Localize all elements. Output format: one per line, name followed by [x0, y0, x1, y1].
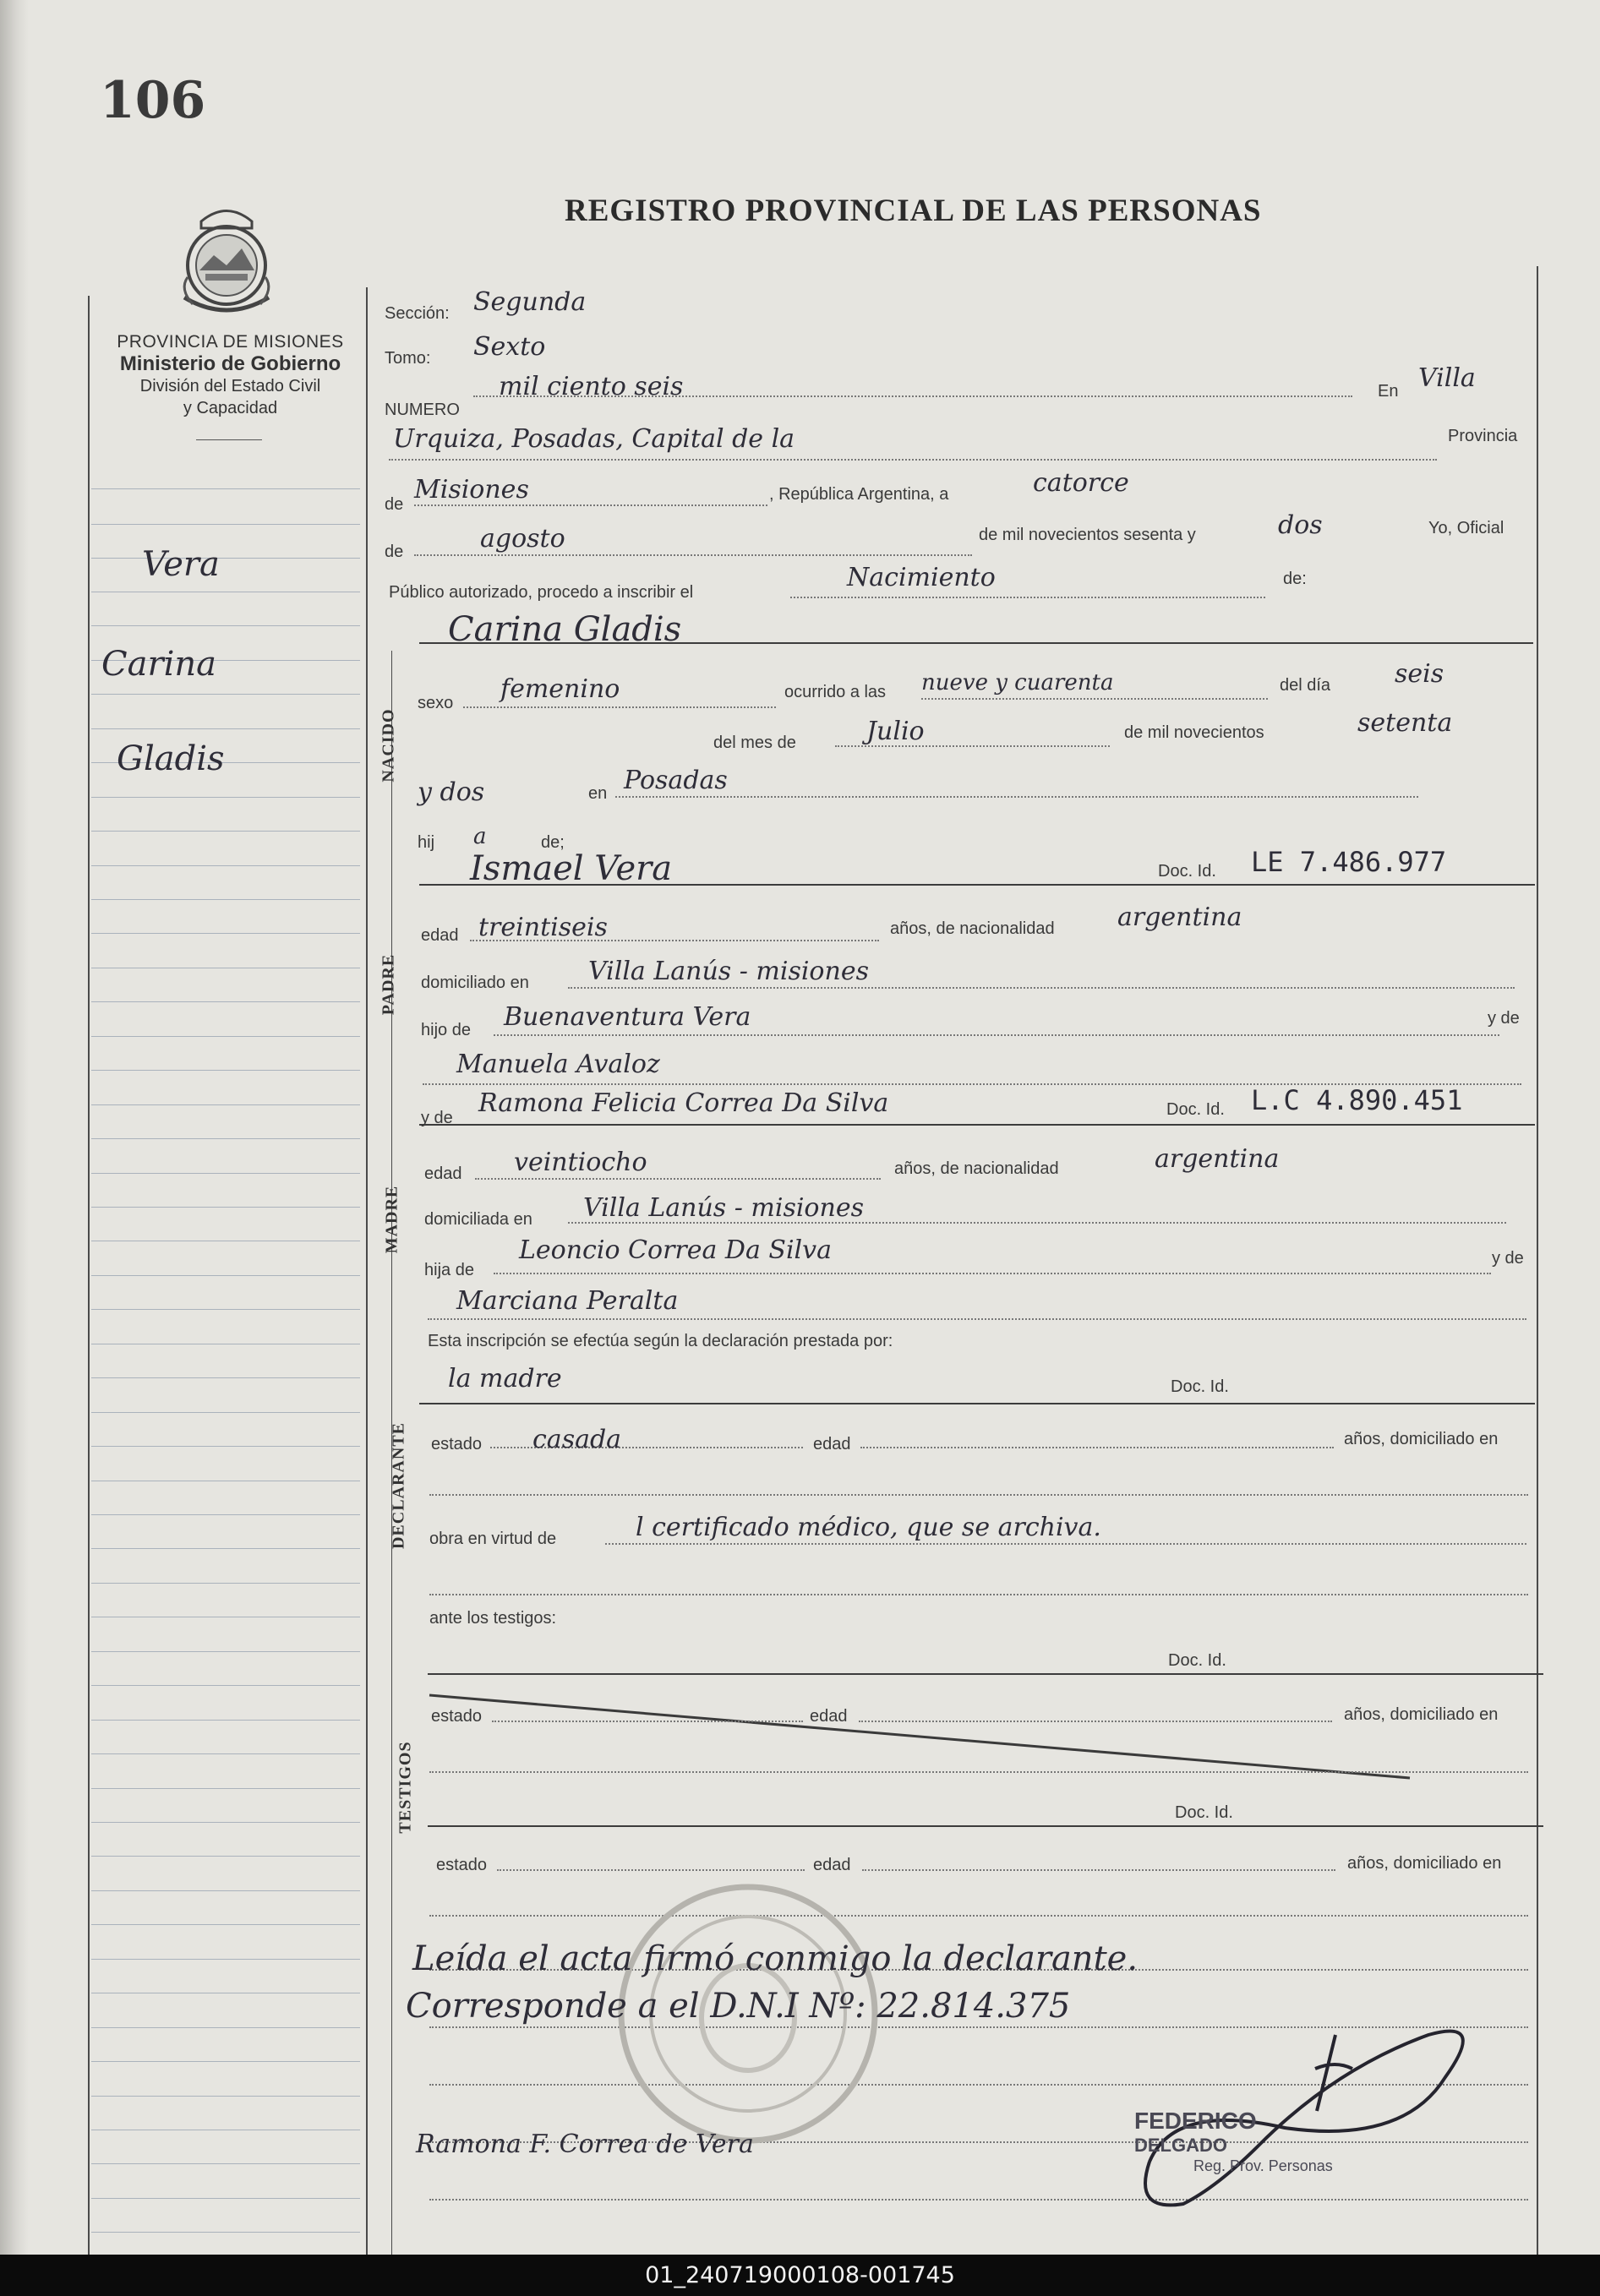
value-dia: catorce: [1033, 468, 1129, 498]
label-del-mes-de: del mes de: [713, 734, 796, 752]
page-number: 106: [100, 71, 206, 130]
margin-right-border: [366, 287, 368, 2255]
section-testigos: TESTIGOS: [396, 1741, 415, 1834]
value-provincia: Misiones: [414, 475, 529, 504]
label-republica: , República Argentina, a: [769, 485, 949, 504]
value-padre-dom: Villa Lanús - misiones: [588, 957, 869, 986]
value-hora: nueve y cuarenta: [921, 670, 1114, 695]
label-madre-edad: edad: [424, 1164, 462, 1183]
label-esta-inscripcion: Esta inscripción se efectúa según la declaración prestada por:: [428, 1332, 893, 1350]
label-padre-dom: domiciliado en: [421, 973, 529, 992]
stamp-line3: Reg. Prov. Personas: [1193, 2157, 1333, 2174]
label-testigo1-anos: años, domiciliado en: [1344, 1705, 1499, 1724]
label-madre-y-de-2: y de: [1492, 1249, 1524, 1268]
closing-note-line1: Leída el acta firmó conmigo la declarante.: [412, 1939, 1139, 1978]
label-numero: NUMERO: [385, 401, 460, 419]
label-de-mil-nov-sesenta: de mil novecientos sesenta y: [979, 526, 1196, 544]
value-en: Villa: [1418, 363, 1476, 393]
stamp-line1: FEDERICO: [1134, 2108, 1257, 2134]
label-madre-doc: Doc. Id.: [1166, 1100, 1225, 1119]
value-declarante: la madre: [448, 1364, 562, 1393]
section-nacido: NACIDO: [379, 708, 398, 783]
label-padre-y-de: y de: [1488, 1009, 1520, 1028]
stamp-line2: DELGADO: [1134, 2135, 1227, 2156]
margin-first-name: Carina: [101, 645, 216, 684]
label-en-lugar: en: [588, 784, 608, 803]
separator-testigos-2: [428, 1825, 1543, 1827]
label-padre-edad: edad: [421, 926, 459, 945]
value-hij-suffix: a: [473, 824, 487, 849]
label-declarante-edad: edad: [813, 1435, 851, 1453]
label-publico: Público autorizado, procedo a inscribir el: [389, 583, 694, 602]
official-signature-icon: [1124, 2001, 1496, 2212]
value-madre-madre: Marciana Peralta: [456, 1286, 679, 1316]
label-de-2: de: [385, 543, 404, 561]
label-en: En: [1378, 382, 1399, 401]
ministry-divider: [196, 439, 262, 440]
value-madre-doc: L.C 4.890.451: [1251, 1084, 1463, 1116]
margin-second-name: Gladis: [117, 739, 225, 778]
label-declarante-estado: estado: [431, 1435, 483, 1453]
label-testigo2-anos: años, domiciliado en: [1347, 1854, 1502, 1873]
label-padre-doc: Doc. Id.: [1158, 862, 1216, 881]
label-tomo: Tomo:: [385, 349, 431, 368]
label-testigo1-doc: Doc. Id.: [1168, 1651, 1226, 1670]
value-declarante-estado: casada: [532, 1425, 622, 1454]
label-declarante-doc: Doc. Id.: [1171, 1377, 1229, 1396]
cancel-stroke: [423, 1683, 1420, 1785]
label-padre-hijo-de: hijo de: [421, 1021, 471, 1039]
label-testigo2-estado: estado: [436, 1856, 488, 1874]
label-madre-hija-de: hija de: [424, 1261, 474, 1279]
label-madre-dom: domiciliada en: [424, 1210, 532, 1229]
value-obra-virtud: l certificado médico, que se archiva.: [636, 1513, 1101, 1542]
value-padre-nombre: Ismael Vera: [470, 849, 673, 888]
value-dia-nac: seis: [1395, 659, 1444, 689]
value-place-line: Urquiza, Posadas, Capital de la: [393, 424, 795, 454]
section-declarante: DECLARANTE: [389, 1421, 408, 1550]
value-seccion: Segunda: [473, 287, 587, 317]
label-padre-nac: años, de nacionalidad: [890, 919, 1055, 938]
label-madre-nac: años, de nacionalidad: [894, 1159, 1059, 1178]
form-right-border: [1537, 266, 1538, 2255]
label-de-1: de: [385, 495, 404, 514]
province-coat-of-arms-icon: [167, 196, 286, 319]
label-sexo: sexo: [418, 694, 454, 712]
value-nombre: Carina Gladis: [448, 610, 682, 649]
division-line2: y Capacidad: [183, 399, 278, 417]
label-testigo2-edad: edad: [813, 1856, 851, 1874]
value-padre-edad: treintiseis: [478, 913, 608, 942]
section-padre: PADRE: [379, 953, 398, 1016]
label-de-semicolon: de;: [541, 833, 565, 852]
value-padre-nac: argentina: [1117, 903, 1242, 932]
label-hij: hij: [418, 833, 435, 852]
label-de-mil-novecientos: de mil novecientos: [1124, 723, 1264, 742]
label-ocurrido: ocurrido a las: [784, 683, 887, 701]
label-seccion: Sección:: [385, 304, 450, 323]
value-tomo: Sexto: [473, 332, 546, 362]
label-declarante-anos: años, domiciliado en: [1344, 1430, 1499, 1448]
value-numero: mil ciento seis: [499, 372, 684, 401]
value-anio: dos: [1278, 510, 1323, 540]
value-mes-nac: Julio: [866, 717, 925, 746]
register-title: REGISTRO PROVINCIAL DE LAS PERSONAS: [565, 194, 1262, 228]
closing-note-line2: Corresponde a el D.N.I Nº: 22.814.375: [406, 1987, 1071, 2026]
value-madre-nac: argentina: [1155, 1144, 1280, 1174]
label-de-colon: de:: [1283, 570, 1307, 588]
value-madre-dom: Villa Lanús - misiones: [583, 1193, 864, 1223]
label-del-dia: del día: [1280, 676, 1331, 695]
ministry-name: Ministerio de Gobierno: [119, 352, 341, 375]
official-name-stamp: [1134, 2108, 1333, 2175]
ministry-header: [93, 331, 368, 419]
value-padre-doc: LE 7.486.977: [1251, 846, 1447, 878]
label-testigo1-edad: edad: [810, 1707, 848, 1726]
value-lugar-nac: Posadas: [624, 766, 728, 795]
value-madre-nombre: Ramona Felicia Correa Da Silva: [478, 1088, 889, 1118]
scan-identifier: 01_240719000108-001745: [645, 2262, 955, 2288]
separator-testigos-1: [428, 1673, 1543, 1675]
label-madre-y-de: y de: [421, 1109, 453, 1127]
label-yo-oficial: Yo, Oficial: [1428, 519, 1504, 537]
value-mes: agosto: [480, 524, 565, 554]
value-madre-edad: veintiocho: [514, 1148, 647, 1177]
value-padre-hijo-de: Buenaventura Vera: [504, 1002, 751, 1032]
label-obra-virtud: obra en virtud de: [429, 1530, 557, 1548]
value-madre-hija-de: Leoncio Correa Da Silva: [519, 1235, 832, 1265]
value-padre-madre: Manuela Avaloz: [456, 1050, 660, 1079]
separator-madre: [419, 1124, 1535, 1126]
declarant-signature: Ramona F. Correa de Vera: [416, 2130, 754, 2159]
label-testigo2-doc: Doc. Id.: [1175, 1803, 1233, 1822]
margin-left-border: [88, 296, 90, 2255]
margin-surname: Vera: [142, 545, 220, 584]
label-provincia: Provincia: [1448, 427, 1518, 445]
value-anio-nac-cont: y dos: [418, 777, 485, 807]
label-testigo1-estado: estado: [431, 1707, 483, 1726]
value-sexo: femenino: [500, 674, 620, 704]
value-anio-nac: setenta: [1357, 708, 1453, 738]
label-ante-testigos: ante los testigos:: [429, 1609, 557, 1628]
division-line1: División del Estado Civil: [139, 377, 321, 395]
separator-declarante: [419, 1403, 1535, 1404]
section-madre: MADRE: [382, 1185, 401, 1254]
value-acto: Nacimiento: [847, 563, 996, 592]
province-name: PROVINCIA DE MISIONES: [117, 332, 344, 352]
